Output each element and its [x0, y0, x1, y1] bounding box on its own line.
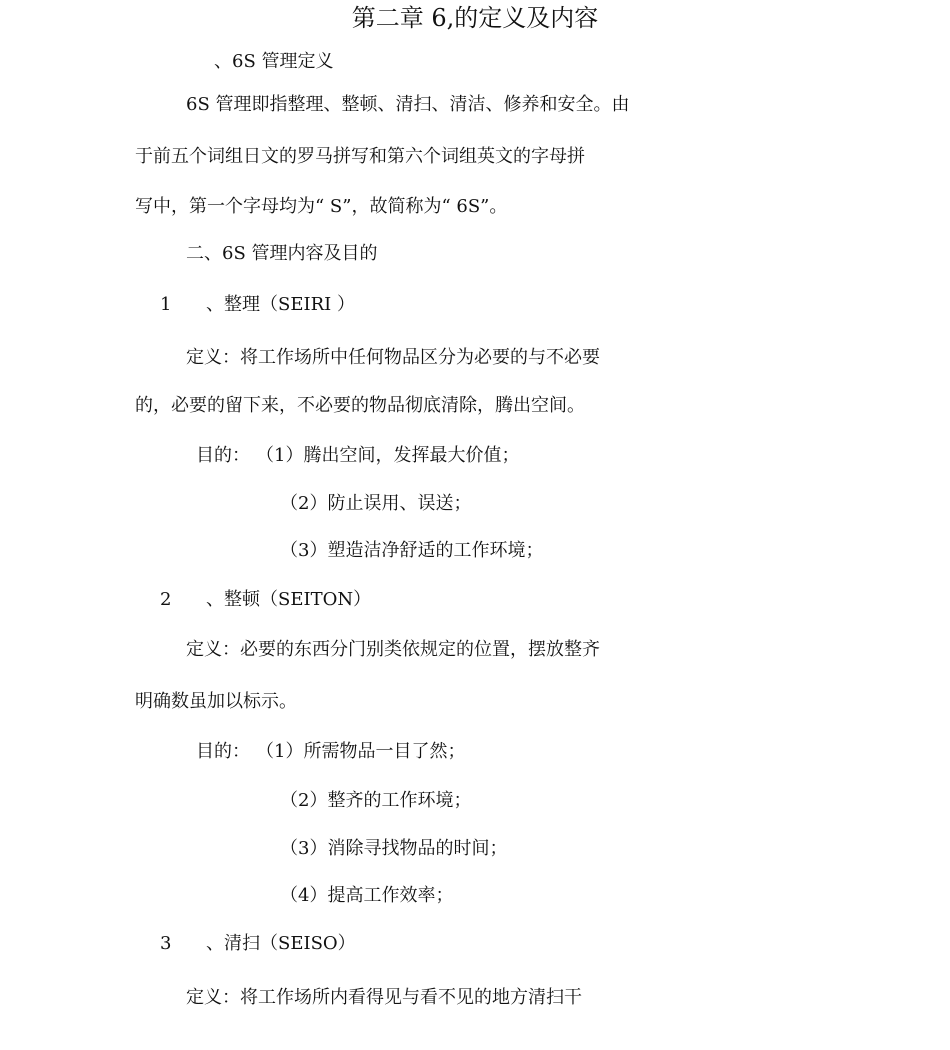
definition-line: 的，必要的留下来，不必要的物品彻底清除，腾出空间。: [135, 395, 585, 416]
definition-line: 定义：将工作场所内看得见与看不见的地方清扫干: [186, 987, 582, 1008]
item-number: 3: [160, 933, 172, 954]
item-heading: 、整顿（SEITON）: [206, 589, 372, 610]
purpose-item: （4）提高工作效率；: [280, 885, 454, 906]
section-heading-content: 二、6S 管理内容及目的: [186, 243, 378, 264]
purpose-item: （2）防止误用、误送；: [280, 493, 472, 514]
purpose-label: 目的：: [196, 741, 250, 762]
item-heading: 、整理（SEIRI ）: [206, 294, 355, 315]
purpose-item: （3）消除寻找物品的时间；: [280, 838, 508, 859]
purpose-label: 目的：: [196, 445, 250, 466]
purpose-item: （3）塑造洁净舒适的工作环境；: [280, 540, 544, 561]
definition-line: 定义：将工作场所中任何物品区分为必要的与不必要: [186, 347, 600, 368]
definition-line: 明确数虽加以标示。: [135, 691, 297, 712]
paragraph-line: 写中，第一个字母均为“ S”，故简称为“ 6S”。: [135, 196, 508, 217]
paragraph-line: 于前五个词组日文的罗马拼写和第六个词组英文的字母拼: [135, 146, 585, 167]
section-heading-definition: 、6S 管理定义: [214, 51, 334, 72]
page-title: 第二章 6,的定义及内容: [351, 4, 599, 32]
item-heading: 、清扫（SEISO）: [206, 933, 356, 954]
paragraph-line: 6S 管理即指整理、整顿、清扫、清洁、修养和安全。由: [186, 94, 630, 115]
item-number: 2: [160, 589, 172, 610]
definition-line: 定义：必要的东西分门别类依规定的位置，摆放整齐: [186, 639, 600, 660]
item-number: 1: [160, 294, 172, 315]
purpose-item: （2）整齐的工作环境；: [280, 790, 472, 811]
purpose-item: （1）腾出空间，发挥最大价值；: [256, 445, 520, 466]
purpose-item: （1）所需物品一目了然；: [256, 741, 466, 762]
